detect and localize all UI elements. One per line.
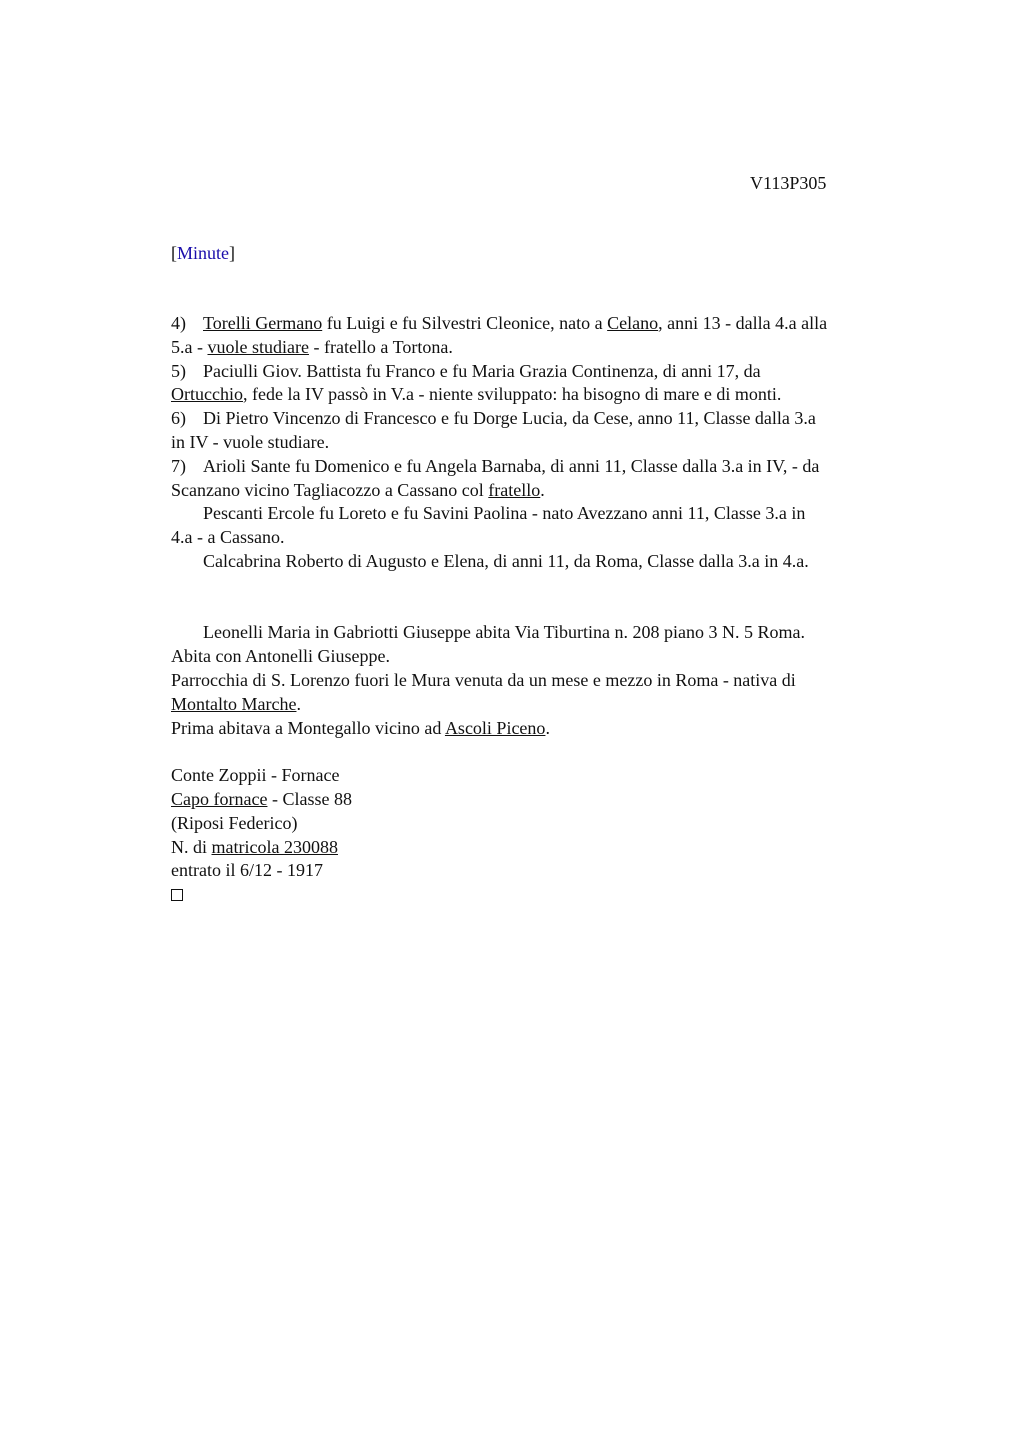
entry-7-line-2: [171, 479, 931, 503]
bracket-close: ]: [229, 243, 235, 263]
minute-line: [171, 241, 235, 265]
checkbox-line: [171, 883, 931, 908]
entry-text: Scanzano vicino Tagliacozzo a Cassano col: [171, 479, 489, 500]
entry-text: .: [540, 479, 545, 500]
entry-5-line-1: [171, 360, 931, 384]
entry-number: 6): [171, 408, 186, 429]
leonelli-line-1: [171, 621, 931, 645]
minute-link[interactable]: Minute: [177, 243, 229, 263]
entry-text: in IV - vuole studiare.: [171, 431, 330, 452]
leonelli-line-4: [171, 693, 931, 717]
page-reference: V113P305: [750, 173, 827, 193]
entry-number: 7): [171, 455, 186, 476]
checkbox-icon: [171, 889, 183, 901]
zoppii-text: N. di: [171, 836, 212, 857]
leonelli-text: Prima abitava a Montegallo vicino ad: [171, 717, 445, 738]
entry-text: , anni 13 - dalla 4.a alla: [658, 313, 828, 333]
leonelli-text: Leonelli Maria in Gabriotti Giuseppe abita Via Tiburtina n. 208 piano 3 N. 5 Roma.: [203, 622, 805, 643]
leonelli-place: Ascoli Piceno: [444, 717, 546, 738]
leonelli-place: Montalto Marche: [171, 693, 297, 714]
entry-text: Calcabrina Roberto di Augusto e Elena, di anni 11, da Roma, Classe dalla 3.a in 4.a.: [203, 550, 809, 571]
entry-text: , fede la IV passò in V.a - niente sviluppato: ha bisogno di mare e di monti.: [242, 384, 782, 405]
entry-text: Arioli Sante fu Domenico e fu Angela Barnaba, di anni 11, Classe dalla 3.a in IV, - da: [203, 455, 820, 476]
entry-text: 5.a -: [171, 336, 208, 357]
entry-text: - fratello a Tortona.: [308, 336, 453, 357]
entry-text: fu Luigi e fu Silvestri Cleonice, nato a: [322, 313, 608, 333]
zoppii-text: - Classe 88: [267, 788, 352, 809]
entry-name: Torelli Germano: [203, 313, 323, 333]
entry-pescanti-line-1: [171, 502, 931, 526]
entry-brother: fratello: [488, 479, 541, 500]
entry-number: 4): [171, 313, 186, 333]
entry-text: Pescanti Ercole fu Loreto e fu Savini Paolina - nato Avezzano anni 11, Classe 3.a in: [203, 503, 806, 524]
spacer: [171, 574, 931, 622]
entry-pescanti-line-2: [171, 526, 931, 550]
entry-wish: vuole studiare: [207, 336, 309, 357]
entry-4-line-1: [171, 312, 931, 336]
entry-6-line-2: [171, 431, 931, 455]
zoppii-matricola: matricola 230088: [211, 836, 338, 857]
entry-text: Di Pietro Vincenzo di Francesco e fu Dorge Lucia, da Cese, anno 11, Classe dalla 3.a: [203, 408, 816, 429]
entry-5-line-2: [171, 383, 931, 407]
zoppii-line-1: Conte Zoppii - Fornace: [171, 765, 340, 786]
entry-place: Celano: [607, 313, 659, 333]
leonelli-line-5: [171, 717, 931, 741]
entry-6-line-1: [171, 407, 931, 431]
entry-calcabrina-line-1: [171, 550, 931, 574]
zoppii-role: Capo fornace: [171, 788, 268, 809]
leonelli-line-3: Parrocchia di S. Lorenzo fuori le Mura venuta da un mese e mezzo in Roma - nativa di: [171, 669, 796, 690]
leonelli-text: .: [296, 693, 301, 714]
document-body: [171, 312, 931, 908]
entry-number: 5): [171, 360, 186, 381]
entry-text: Paciulli Giov. Battista fu Franco e fu Maria Grazia Continenza, di anni 17, da: [203, 360, 761, 381]
zoppii-line-2: [171, 788, 931, 812]
leonelli-text: .: [545, 717, 550, 738]
leonelli-line-2: Abita con Antonelli Giuseppe.: [171, 646, 390, 667]
zoppii-line-3: (Riposi Federico): [171, 812, 298, 833]
entry-text: 4.a - a Cassano.: [171, 527, 285, 548]
spacer: [171, 740, 931, 764]
bracket-open: [: [171, 243, 177, 263]
zoppii-line-5: entrato il 6/12 - 1917: [171, 860, 323, 881]
entry-4-line-2: [171, 336, 931, 360]
zoppii-line-4: [171, 836, 931, 860]
entry-7-line-1: [171, 455, 931, 479]
entry-place: Ortucchio: [171, 384, 243, 405]
